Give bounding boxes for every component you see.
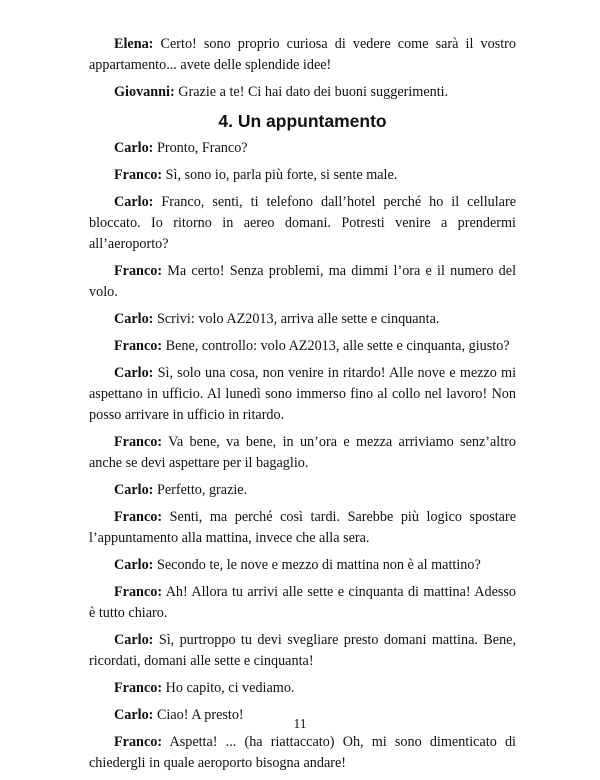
speaker-name: Franco:: [114, 167, 163, 183]
speaker-name: Franco:: [114, 509, 163, 525]
line-text: Ma certo! Senza problemi, ma dimmi l’ora e il numero del volo.: [89, 263, 517, 300]
speaker-name: Carlo:: [114, 140, 154, 156]
line-text: Ah! Allora tu arrivi alle sette e cinquanta di mattina! Adesso è tutto chiaro.: [89, 584, 516, 621]
dialogue-line: [89, 261, 516, 303]
speaker-name: Franco:: [114, 263, 163, 279]
dialogue-line: [89, 138, 516, 159]
speaker-name: Carlo:: [114, 632, 154, 648]
line-text: Sì, purtroppo tu devi svegliare presto domani mattina. Bene, ricordati, domani alle sette e cinquanta!: [89, 632, 517, 669]
dialogue-line: [89, 732, 516, 774]
dialogue-line: [89, 363, 516, 426]
line-text: Bene, controllo: volo AZ2013, alle sette e cinquanta, giusto?: [165, 338, 510, 354]
speaker-name: Franco:: [114, 434, 163, 450]
speaker-name: Elena:: [114, 36, 154, 52]
speaker-name: Carlo:: [114, 707, 154, 723]
speaker-name: Franco:: [114, 338, 163, 354]
line-text: Pronto, Franco?: [156, 140, 248, 156]
dialogue-line: [89, 34, 516, 76]
dialogue-line: [89, 192, 516, 255]
line-text: Sì, solo una cosa, non venire in ritardo! Alle nove e mezzo mi aspettano in ufficio. Al lunedì sono immerso fino al collo nel lavoro! Non posso arrivare in ufficio in ritardo.: [89, 365, 517, 423]
dialogue-line: [89, 630, 516, 672]
page-body: [89, 34, 516, 780]
line-text: Franco, senti, ti telefono dall’hotel perché ho il cellulare bloccato. Io ritorno in aereo domani. Potresti venire a prendermi all’aeroporto?: [89, 194, 516, 252]
dialogue-line: [89, 432, 516, 474]
dialogue-line: [89, 480, 516, 501]
speaker-name: Franco:: [114, 734, 163, 750]
line-text: Perfetto, grazie.: [156, 482, 248, 498]
line-text: Grazie a te! Ci hai dato dei buoni suggerimenti.: [178, 84, 449, 100]
speaker-name: Carlo:: [114, 365, 154, 381]
dialogue-line: [89, 507, 516, 549]
line-text: Senti, ma perché così tardi. Sarebbe più logico spostare l’appuntamento alla mattina, invece che alla sera.: [89, 509, 516, 546]
line-text: Ho capito, ci vediamo.: [165, 680, 295, 696]
line-text: Sì, sono io, parla più forte, si sente male.: [165, 167, 398, 183]
dialogue-line: [89, 555, 516, 576]
line-text: Aspetta! ... (ha riattaccato) Oh, mi sono dimenticato di chiedergli in quale aeroporto bisogna andare!: [89, 734, 516, 771]
speaker-name: Carlo:: [114, 482, 154, 498]
speaker-name: Giovanni:: [114, 84, 175, 100]
speaker-name: Carlo:: [114, 194, 154, 210]
page-number: 11: [293, 716, 307, 731]
dialogue-line: [89, 82, 516, 103]
line-text: Certo! sono proprio curiosa di vedere come sarà il vostro appartamento... avete delle splendide idee!: [89, 36, 516, 73]
speaker-name: Franco:: [114, 680, 163, 696]
speaker-name: Carlo:: [114, 557, 154, 573]
line-text: Va bene, va bene, in un’ora e mezza arriviamo senz’altro anche se devi aspettare per il bagaglio.: [89, 434, 516, 471]
speaker-name: Carlo:: [114, 311, 154, 327]
dialogue-line: [89, 678, 516, 699]
dialogue-line: [89, 336, 516, 357]
line-text: Ciao! A presto!: [156, 707, 244, 723]
dialogue-line: [89, 582, 516, 624]
line-text: Secondo te, le nove e mezzo di mattina non è al mattino?: [156, 557, 481, 573]
section-heading: 4. Un appuntamento: [218, 111, 387, 131]
dialogue-line: [89, 309, 516, 330]
line-text: Scrivi: volo AZ2013, arriva alle sette e cinquanta.: [156, 311, 440, 327]
speaker-name: Franco:: [114, 584, 163, 600]
dialogue-line: [89, 165, 516, 186]
